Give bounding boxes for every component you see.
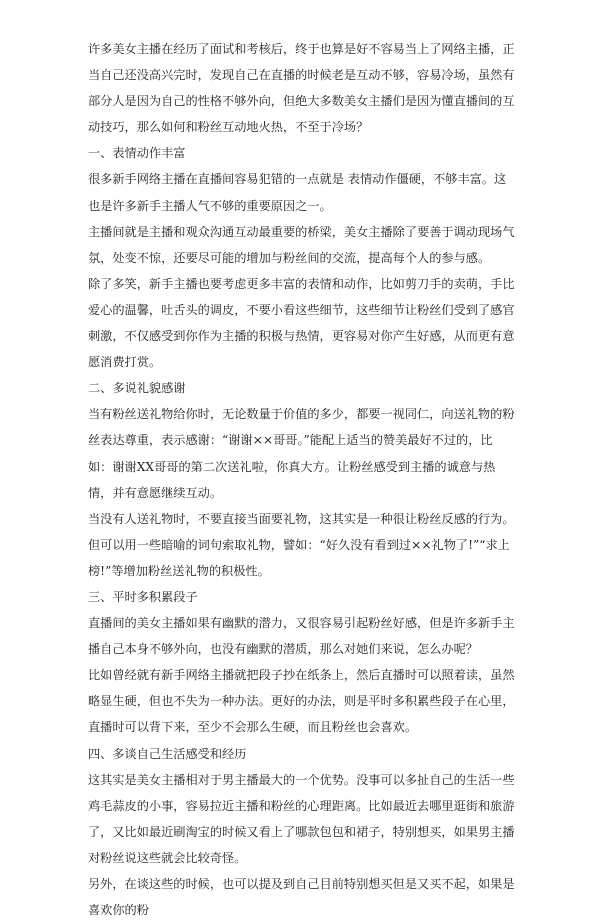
- paragraph: 另外，在谈这些的时候，也可以提及到自己目前特别想买但是又买不起，如果是喜欢你的粉: [88, 877, 515, 918]
- paragraph: 除了多笑，新手主播也要考虑更多丰富的表情和动作，比如剪刀手的卖萌，手比爱心的温馨，吐舌头的调皮，不要小看这些细节，这些细节让粉丝们受到了感官刺激，不仅感受到你作为主播的积极与热情，更容易对你产生好感，从而更有意愿消费打赏。: [88, 276, 515, 370]
- paragraph: 当没有人送礼物时，不要直接当面要礼物，这其实是一种很让粉丝反感的行为。但可以用一些暗喻的词句索取礼物，譬如：“好久没有看到过××礼物了!”“求上榜!”等增加粉丝送礼物的积极性。: [88, 511, 515, 578]
- paragraph: 当有粉丝送礼物给你时，无论数量于价值的多少，都要一视同仁，向送礼物的粉丝表达尊重，表示感谢：“谢谢××哥哥。”能配上适当的赞美最好不过的，比如：谢谢XX哥哥的第二次送礼啦，你真大方。让粉丝感受到主播的诚意与热情，并有意愿继续互动。: [88, 407, 515, 500]
- paragraph: 直播间的美女主播如果有幽默的潜力，又很容易引起粉丝好感，但是许多新手主播自己本身不够外向，也没有幽默的潜质，那么对她们来说，怎么办呢？: [88, 616, 515, 657]
- paragraph: 这其实是美女主播相对于男主播最大的一个优势。没事可以多扯自己的生活一些鸡毛蒜皮的小事，容易拉近主播和粉丝的心理距离。比如最近去哪里逛街和旅游了，又比如最近刷淘宝的时候又看上了哪款包包和裙子，特别想买，如果男主播对粉丝说这些就会比较奇怪。: [88, 772, 515, 865]
- paragraph: 很多新手网络主播在直播间容易犯错的一点就是 表情动作僵硬，不够丰富。这也是许多新手主播人气不够的重要原因之一。: [88, 172, 507, 213]
- paragraph: 主播间就是主播和观众沟通互动最重要的桥梁，美女主播除了要善于调动现场气氛，处变不惊，还要尽可能的增加与粉丝间的交流，提高每个人的参与感。: [88, 224, 515, 265]
- document-page: [88, 36, 516, 923]
- section-heading-expressions: 一、表情动作丰富: [88, 146, 186, 161]
- section-heading-jokes: 三、平时多积累段子: [88, 589, 198, 604]
- section-heading-life: 四、多谈自己生活感受和经历: [88, 746, 247, 761]
- section-heading-thanks: 二、多说礼貌感谢: [88, 381, 186, 396]
- intro-paragraph: 许多美女主播在经历了面试和考核后，终于也算是好不容易当上了网络主播，正当自己还没高兴完时，发现自己在直播的时候老是互动不够，容易冷场，虽然有部分人是因为自己的性格不够外向，但绝大多数美女主播们是因为懂直播间的互动技巧，那么如何和粉丝互动地火热，不至于冷场？: [88, 42, 515, 135]
- paragraph: 比如曾经就有新手网络主播就把段子抄在纸条上，然后直播时可以照着读，虽然略显生硬，但也不失为一种办法。更好的办法，则是平时多积累些段子在心里，直播时可以背下来，至少不会那么生硬，而且粉丝也会喜欢。: [88, 668, 515, 735]
